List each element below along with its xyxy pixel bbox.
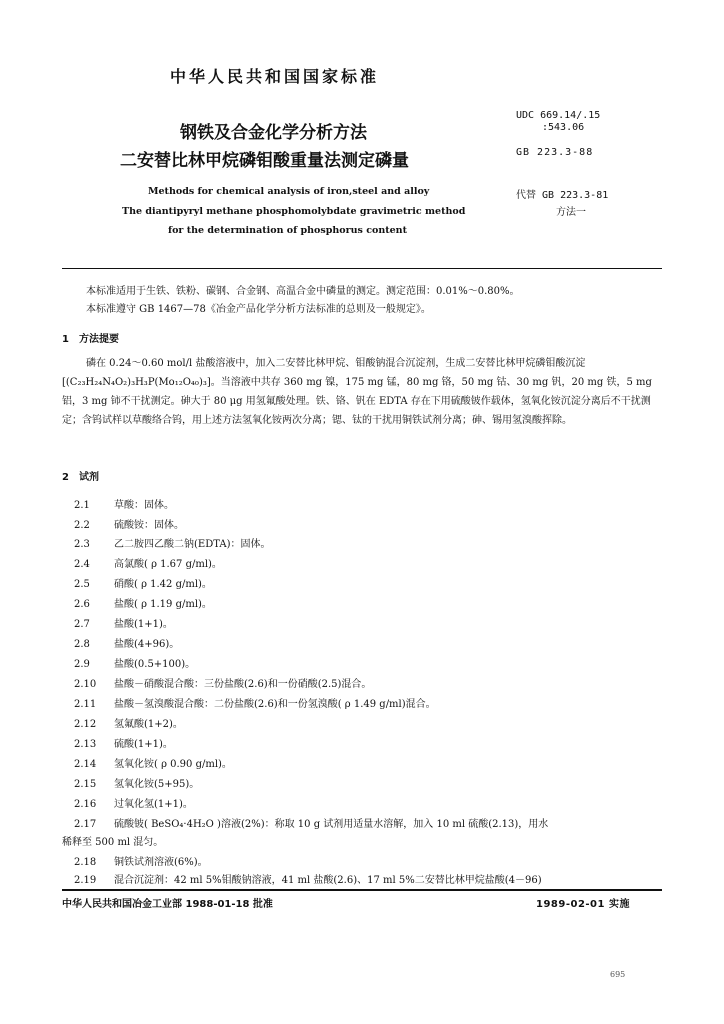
reagent-text: 硫酸铵：固体。 [114,520,184,531]
reagent-text: 氢氟酸(1+2)。 [114,719,183,730]
reagent-number: 2.12 [74,719,97,730]
reagent-text: 盐酸－氢溴酸混合酸：二份盐酸(2.6)和一份氢溴酸( ρ 1.49 g/ml)混合。 [114,699,436,710]
reagent-number: 2.11 [74,699,97,710]
reagent-text: 高氯酸( ρ 1.67 g/ml)。 [114,559,222,570]
reagent-number: 2.9 [74,659,90,670]
reagent-text: 盐酸－硝酸混合酸：三份盐酸(2.6)和一份硝酸(2.5)混合。 [114,679,372,690]
udc-code-line2: :543.06 [542,122,585,133]
title-english-line1: Methods for chemical analysis of iron,steel and alloy [148,186,430,197]
replaces-method: 方法一 [556,207,586,218]
reagent-item [74,575,212,590]
replaces-standard: 代替 GB 223.3-81 [516,190,609,201]
standard-name: 中华人民共和国国家标准 [170,67,380,86]
reagent-number: 2.17 [74,819,97,830]
reagent-number: 2.18 [74,857,97,868]
reagent-number: 2.6 [74,599,90,610]
reagent-item [74,755,232,770]
reagent-item [74,496,174,511]
reagent-text: 硝酸( ρ 1.42 g/ml)。 [114,579,212,590]
approval-info: 中华人民共和国冶金工业部 1988-01-18 批准 [62,899,273,910]
title-chinese-line2: 二安替比林甲烷磷钼酸重量法测定磷量 [120,151,409,171]
reagent-number: 2.10 [74,679,97,690]
section-2-heading: 2 试剂 [62,472,99,483]
reagent-text: 硫酸铍( BeSO₄·4H₂O )溶液(2%)：称取 10 g 试剂用适量水溶解，加入 10 ml 硫酸(2.13)，用水 [114,819,549,830]
title-english-line3: for the determination of phosphorus content [168,225,407,236]
section-1-heading: 1 方法提要 [62,334,119,345]
reagent-number: 2.3 [74,539,90,550]
reagent-text: 乙二胺四乙酸二钠(EDTA)：固体。 [114,539,271,550]
reagent-item [74,715,183,730]
reagent-number: 2.8 [74,639,90,650]
intro-scope: 本标准适用于生铁、铁粉、碳钢、合金钢、高温合金中磷量的测定。测定范围：0.01%～0.80%。 [86,286,520,297]
reagent-item [74,735,173,750]
reagent-item [74,655,195,670]
reagent-item [74,775,199,790]
reagent-text: 盐酸(1+1)。 [114,619,173,630]
reagent-item [74,535,270,550]
reagent-text: 氢氧化铵(5+95)。 [114,779,200,790]
reagent-text: 盐酸(0.5+100)。 [114,659,196,670]
effective-date: 1989-02-01 实施 [536,899,630,910]
reagent-text: 氢氧化铵( ρ 0.90 g/ml)。 [114,759,232,770]
reagent-number: 2.13 [74,739,97,750]
reagent-number: 2.14 [74,759,97,770]
reagent-item [74,675,371,690]
reagent-item [74,615,173,630]
reagent-item [74,871,542,886]
reagent-item [74,815,548,830]
reagent-number: 2.7 [74,619,90,630]
title-chinese-line1: 钢铁及合金化学分析方法 [180,123,367,143]
reagent-number: 2.16 [74,799,97,810]
reagent-text: 草酸：固体。 [114,500,174,511]
intro-compliance: 本标准遵守 GB 1467—78《冶金产品化学分析方法标准的总则及一般规定》。 [86,304,431,315]
gb-number: GB 223.3-88 [516,147,594,158]
footer-divider [62,889,662,891]
reagent-number: 2.2 [74,520,90,531]
reagent-text: 盐酸( ρ 1.19 g/ml)。 [114,599,212,610]
reagent-number: 2.19 [74,875,97,886]
header-divider [62,268,662,269]
reagent-text: 过氧化氢(1+1)。 [114,799,193,810]
reagent-item [74,853,208,868]
reagent-item [74,635,179,650]
reagent-text: 铜铁试剂溶液(6%)。 [114,857,208,868]
reagent-item [74,595,212,610]
reagent-item [74,555,222,570]
reagent-text: 混合沉淀剂：42 ml 5%钼酸钠溶液，41 ml 盐酸(2.6)、17 ml 5%二安替比林甲烷盐酸(4－96) [114,875,542,886]
reagent-text: 硫酸(1+1)。 [114,739,173,750]
udc-code-line1: UDC 669.14/.15 [516,110,601,121]
reagent-text: 盐酸(4+96)。 [114,639,180,650]
reagent-number: 2.1 [74,500,90,511]
title-english-line2: The diantipyryl methane phosphomolybdate gravimetric method [122,206,466,217]
reagent-text-continuation: 稀释至 500 ml 混匀。 [62,837,164,848]
reagent-number: 2.15 [74,779,97,790]
reagent-item [74,695,436,710]
reagent-number: 2.4 [74,559,90,570]
reagent-item [74,516,184,531]
page-number: 695 [610,970,626,979]
section-1-text: 磷在 0.24～0.60 mol/l 盐酸溶液中，加入二安替比林甲烷、钼酸钠混合沉淀剂，生成二安替比林甲烷磷钼酸沉淀[(C₂₃H₂₄N₄O₂)₃H₃P(Mo₁₂O₄₀)₃]。当溶液中共存 360 mg 镍，175 mg 锰，80 mg 铬，50 mg 钴、30 mg 钒，20 mg 铁，5 mg 铝，3 mg 铈不干扰测定。砷大于 80 μg 用氢氟酸处理。铁、铬、钒在 EDTA 存在下用硫酸铍作载体，氢氧化铵沉淀分离后不干扰测定；含钨试样以草酸络合钨，用上述方法氢氧化铵两次分离；锶、钛的干扰用铜铁试剂分离；砷、锡用氢溴酸挥除。 [62,358,652,426]
reagent-number: 2.5 [74,579,90,590]
reagent-item [74,795,193,810]
